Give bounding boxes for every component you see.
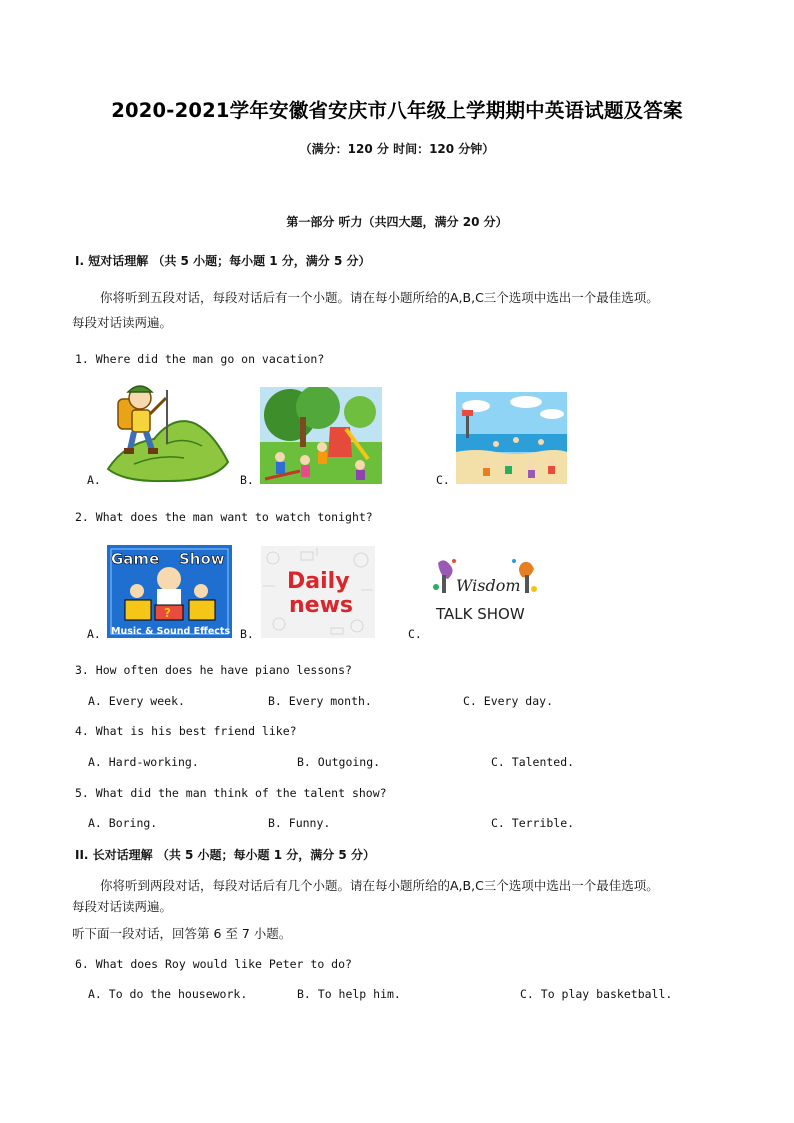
section-one-instruction xyxy=(72,285,732,335)
park-playground-image xyxy=(260,387,382,484)
listen-note: 听下面一段对话，回答第 6 至 7 小题。 xyxy=(72,926,292,941)
wisdom-word: Wisdom xyxy=(456,576,521,595)
page-title: 2020-2021学年安徽省安庆市八年级上学期期中英语试题及答案 xyxy=(111,99,683,122)
option-a[interactable]: A. To do the housework. xyxy=(88,987,248,1001)
talk-show-words: TALK SHOW xyxy=(436,605,525,623)
option-b[interactable]: B. Every month. xyxy=(268,694,372,708)
wisdom-talk-show-image xyxy=(430,557,540,633)
option-b-label: B. xyxy=(240,627,254,641)
option-c[interactable]: C. To play basketball. xyxy=(520,987,673,1001)
question-4: 4. What is his best friend like? xyxy=(75,724,297,738)
score-time-info: （满分：120 分 时间：120 分钟） xyxy=(299,142,495,156)
beach-image xyxy=(456,392,567,484)
option-c[interactable]: C. Talented. xyxy=(491,755,575,769)
question-5: 5. What did the man think of the talent show? xyxy=(75,786,387,800)
option-c[interactable]: C. Every day. xyxy=(463,694,554,708)
instruction-line: 每段对话读两遍。 xyxy=(72,315,173,330)
question-2: 2. What does the man want to watch tonight? xyxy=(75,510,373,524)
option-b-label: B. xyxy=(240,473,254,487)
option-a-label: A. xyxy=(87,473,101,487)
option-c[interactable]: C. Terrible. xyxy=(491,816,575,830)
game-show-title-word: Game xyxy=(111,550,160,568)
game-show-image xyxy=(107,545,232,638)
question-1: 1. Where did the man go on vacation? xyxy=(75,352,325,366)
section-two-heading: II. 长对话理解 （共 5 小题；每小题 1 分，满分 5 分） xyxy=(75,848,375,862)
question-3: 3. How often does he have piano lessons? xyxy=(75,663,352,677)
section-one-heading: I. 短对话理解 （共 5 小题；每小题 1 分，满分 5 分） xyxy=(75,254,371,268)
daily-word: Daily xyxy=(287,569,350,594)
option-a[interactable]: A. Every week. xyxy=(88,694,185,708)
part-one-heading: 第一部分 听力（共四大题，满分 20 分） xyxy=(286,215,508,229)
option-b[interactable]: B. Funny. xyxy=(268,816,331,830)
news-word: news xyxy=(289,593,354,618)
option-a[interactable]: A. Hard-working. xyxy=(88,755,199,769)
instruction-line: 你将听到两段对话，每段对话后有几个小题。请在每小题所给的A,B,C三个选项中选出一个最佳选项。 xyxy=(100,878,659,893)
option-b[interactable]: B. Outgoing. xyxy=(297,755,381,769)
game-show-title-word: Show xyxy=(179,550,225,568)
game-show-caption: Music & Sound Effects xyxy=(111,626,231,637)
hiking-mountain-image xyxy=(104,384,230,484)
option-c-label: C. xyxy=(436,473,450,487)
daily-news-image xyxy=(261,546,375,638)
question-mark-icon: ? xyxy=(164,606,171,620)
instruction-line: 每段对话读两遍。 xyxy=(72,899,173,914)
option-a[interactable]: A. Boring. xyxy=(88,816,158,830)
instruction-line: 你将听到五段对话，每段对话后有一个小题。请在每小题所给的A,B,C三个选项中选出一个最佳选项。 xyxy=(100,290,659,305)
option-a-label: A. xyxy=(87,627,101,641)
question-6: 6. What does Roy would like Peter to do? xyxy=(75,957,352,971)
section-two-instruction xyxy=(72,873,732,916)
option-b[interactable]: B. To help him. xyxy=(297,987,401,1001)
option-c-label: C. xyxy=(408,627,422,641)
